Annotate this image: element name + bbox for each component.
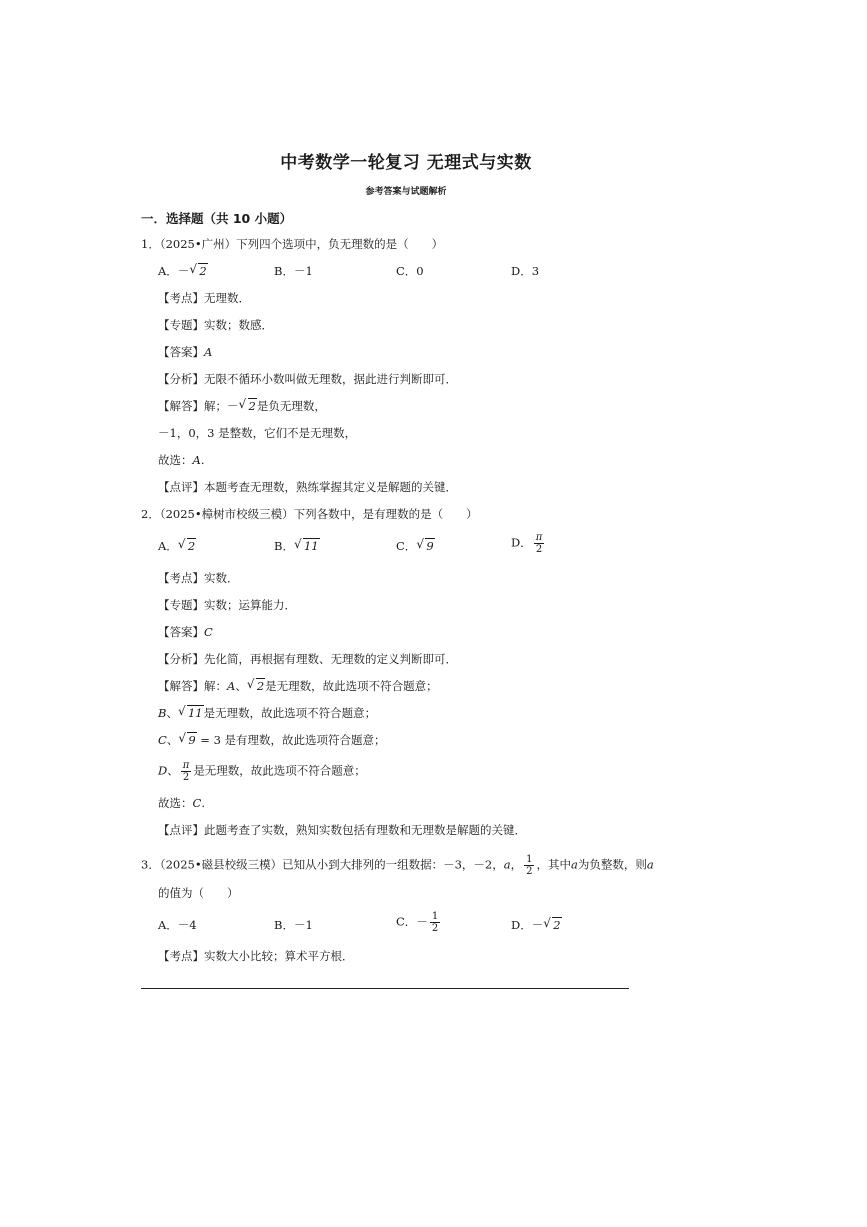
- q2-jieda-d: D、 $\frac{\pi}{2}$ 是无理数，故此选项不符合题意；: [158, 760, 366, 783]
- q2-answer: 【答案】C: [158, 625, 213, 639]
- q1-dianping: 【点评】本题考查无理数，熟练掌握其定义是解题的关键．: [158, 480, 457, 494]
- q2-kaodian: 【考点】实数．: [158, 571, 239, 585]
- q2-jieda: 【解答】解：A、 √ 2是无理数，故此选项不符合题意；: [158, 677, 438, 693]
- q3-option-c: C．－ $\frac{1}{2}$: [396, 911, 439, 934]
- q1-jieda: 【解答】解；－ √ 2是负无理数，: [158, 397, 326, 413]
- q2-option-a: A． √ 2: [158, 537, 196, 553]
- q1-zhuanti: 【专题】实数；数感．: [158, 318, 273, 332]
- q2-fenxi: 【分析】先化简，再根据有理数、无理数的定义判断即可．: [158, 652, 457, 666]
- q2-stem: 2．（2025•樟树市校级三模）下列各数中，是有理数的是（ ）: [141, 507, 478, 521]
- q1-option-b: B．－1: [274, 264, 313, 278]
- q1-option-d: D．3: [511, 264, 540, 278]
- q1-kaodian: 【考点】无理数．: [158, 291, 250, 305]
- q1-jieda-line2: －1，0，3 是整数，它们不是无理数，: [158, 426, 357, 440]
- q1-fenxi: 【分析】无限不循环小数叫做无理数，据此进行判断即可．: [158, 372, 457, 386]
- q2-jieda-b: B、 √ 11是无理数，故此选项不符合题意；: [158, 704, 377, 720]
- q3-kaodian: 【考点】实数大小比较；算术平方根．: [158, 949, 354, 963]
- q1-answer: 【答案】A: [158, 345, 213, 359]
- q2-option-b: B． √ 11: [274, 537, 319, 553]
- q2-jieda-c: C、 √ 9 = 3 是有理数，故此选项符合题意；: [158, 731, 386, 747]
- q2-dianping: 【点评】此题考查了实数，熟知实数包括有理数和无理数是解题的关键．: [158, 823, 526, 837]
- q2-choose: 故选：C．: [158, 796, 213, 810]
- q2-option-c: C． √ 9: [396, 537, 434, 553]
- q1-stem: 1．（2025•广州）下列四个选项中，负无理数的是（ ）: [141, 237, 444, 251]
- q3-option-b: B．－1: [274, 918, 313, 932]
- q3-option-d: D．－ √ 2: [511, 916, 561, 932]
- q3-stem-line2: 的值为（ ）: [158, 886, 239, 900]
- section-heading: 一．选择题（共 10 小题）: [141, 211, 293, 226]
- page-title: 中考数学一轮复习 无理式与实数: [280, 153, 532, 173]
- q1-option-c: C．0: [396, 264, 424, 278]
- footer-divider: [141, 988, 629, 989]
- q3-option-a: A．－4: [158, 918, 197, 932]
- page-subtitle: 参考答案与试题解析: [365, 187, 447, 197]
- q2-zhuanti: 【专题】实数；运算能力．: [158, 598, 296, 612]
- q2-option-d: D． $\frac{\pi}{2}$: [511, 532, 543, 555]
- q3-stem: 3．（2025•磁县校级三模）已知从小到大排列的一组数据：－3，－2，a， $\frac{1}{2}$ ，其中a为负整数，则a: [141, 854, 654, 877]
- q1-choose: 故选：A．: [158, 453, 213, 467]
- q1-option-a: A．－ √ 2: [158, 262, 207, 278]
- sqrt-symbol: √ 2: [189, 262, 207, 278]
